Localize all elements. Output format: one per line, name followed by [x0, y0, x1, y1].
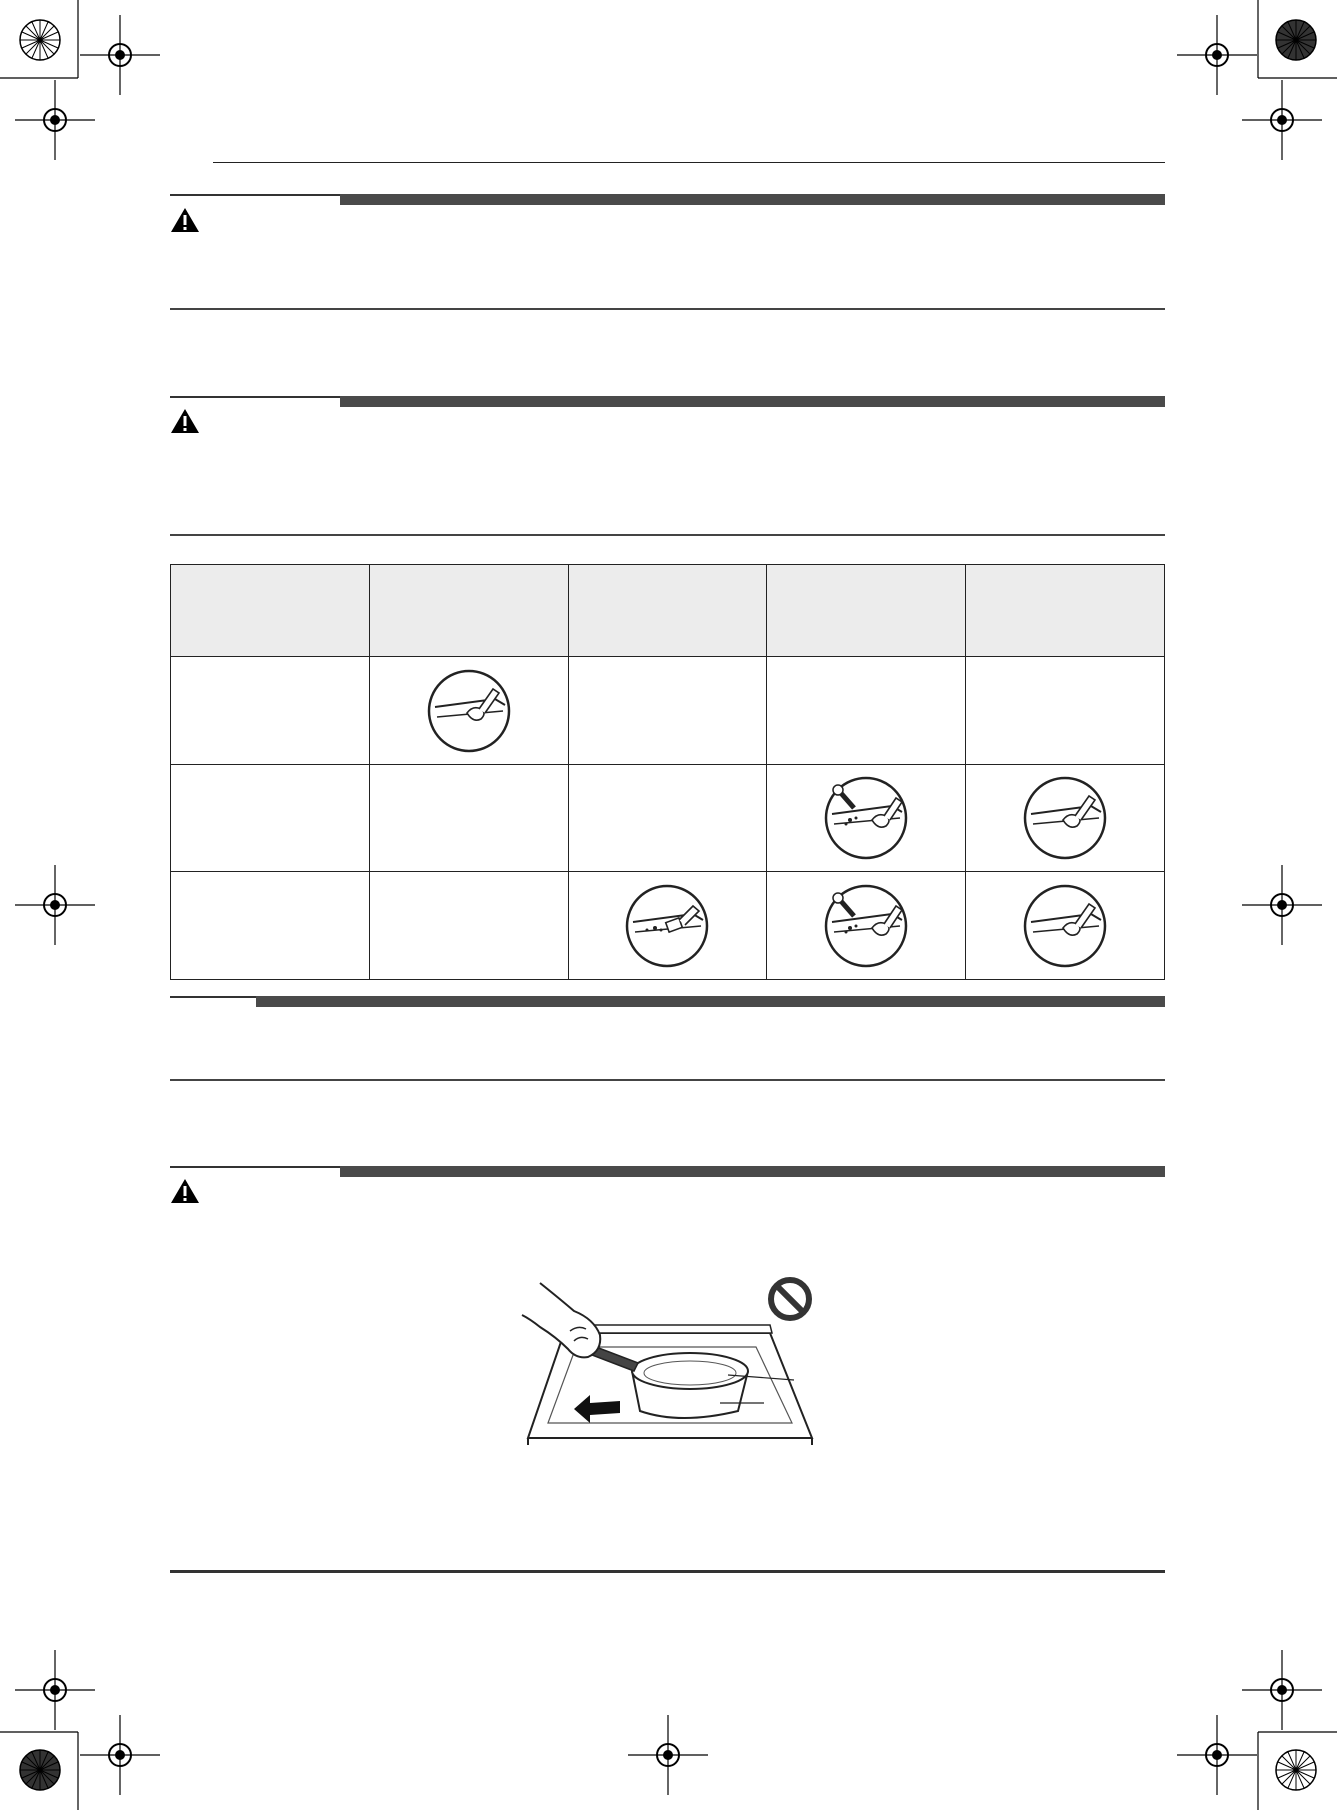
table-cell: [369, 764, 568, 872]
scrape-with-razor-icon: [625, 884, 709, 968]
registration-target-top-3: [1177, 15, 1257, 95]
registration-target-mid-left: [15, 865, 95, 945]
no-symbol-icon: [771, 1280, 809, 1318]
table-cell: [171, 872, 370, 980]
table-row: [171, 872, 1165, 980]
registration-target-bottom-4: [1242, 1650, 1322, 1730]
box-bottom-rule: [170, 534, 1165, 536]
registration-target-bottom-1: [15, 1650, 95, 1730]
registration-target-bottom-center: [628, 1715, 708, 1795]
table-cell: [767, 764, 966, 872]
warning-triangle-icon: [170, 1178, 200, 1204]
table-header-cell: [568, 565, 767, 657]
box-top-thin: [170, 194, 340, 196]
warning-triangle-icon: [170, 408, 200, 434]
wipe-with-cloth-icon: [1023, 884, 1107, 968]
header-rule: [213, 162, 1165, 163]
table-cell: [369, 657, 568, 765]
warning-triangle-icon: [170, 207, 200, 233]
table-header-cell: [171, 565, 370, 657]
box-top-thick: [340, 1166, 1165, 1177]
table-header-cell: [767, 565, 966, 657]
sliding-pan-figure: [520, 1275, 820, 1450]
box-bottom-rule: [170, 1079, 1165, 1081]
registration-target-mid-right: [1242, 865, 1322, 945]
box-top-thick: [256, 996, 1165, 1007]
registration-target-bottom-3: [1177, 1715, 1257, 1795]
color-wheel-top-right: [1276, 20, 1316, 60]
table-cell: [369, 872, 568, 980]
table-cell: [767, 657, 966, 765]
table-cell: [171, 657, 370, 765]
box-top-thick: [340, 194, 1165, 205]
cleaning-table: [170, 564, 1165, 980]
color-wheel-top-left: [20, 20, 60, 60]
table-row: [171, 657, 1165, 765]
color-wheel-bottom-left: [20, 1750, 60, 1790]
apply-cleaner-and-wipe-icon: [824, 884, 908, 968]
box-bottom-rule: [170, 308, 1165, 310]
table-cell: [767, 872, 966, 980]
table-cell: [568, 657, 767, 765]
table-cell: [171, 764, 370, 872]
registration-target-top-1: [80, 15, 160, 95]
page-bottom-rule: [170, 1570, 1165, 1573]
box-top-thin: [170, 1166, 340, 1168]
color-wheel-bottom-right: [1276, 1750, 1316, 1790]
table-cell: [966, 657, 1165, 765]
table-cell: [568, 872, 767, 980]
table-cell: [568, 764, 767, 872]
apply-cleaner-and-wipe-icon: [824, 776, 908, 860]
table-header-row: [171, 565, 1165, 657]
box-top-thick: [340, 396, 1165, 407]
registration-target-top-4: [1242, 80, 1322, 160]
box-top-thin: [170, 396, 340, 398]
table-header-cell: [966, 565, 1165, 657]
table-header-cell: [369, 565, 568, 657]
registration-target-top-2: [15, 80, 95, 160]
table-cell: [966, 872, 1165, 980]
registration-target-bottom-2: [80, 1715, 160, 1795]
box-top-thin: [170, 996, 256, 998]
wipe-with-cloth-icon: [1023, 776, 1107, 860]
wipe-with-cloth-icon: [427, 669, 511, 753]
table-row: [171, 764, 1165, 872]
table-cell: [966, 764, 1165, 872]
